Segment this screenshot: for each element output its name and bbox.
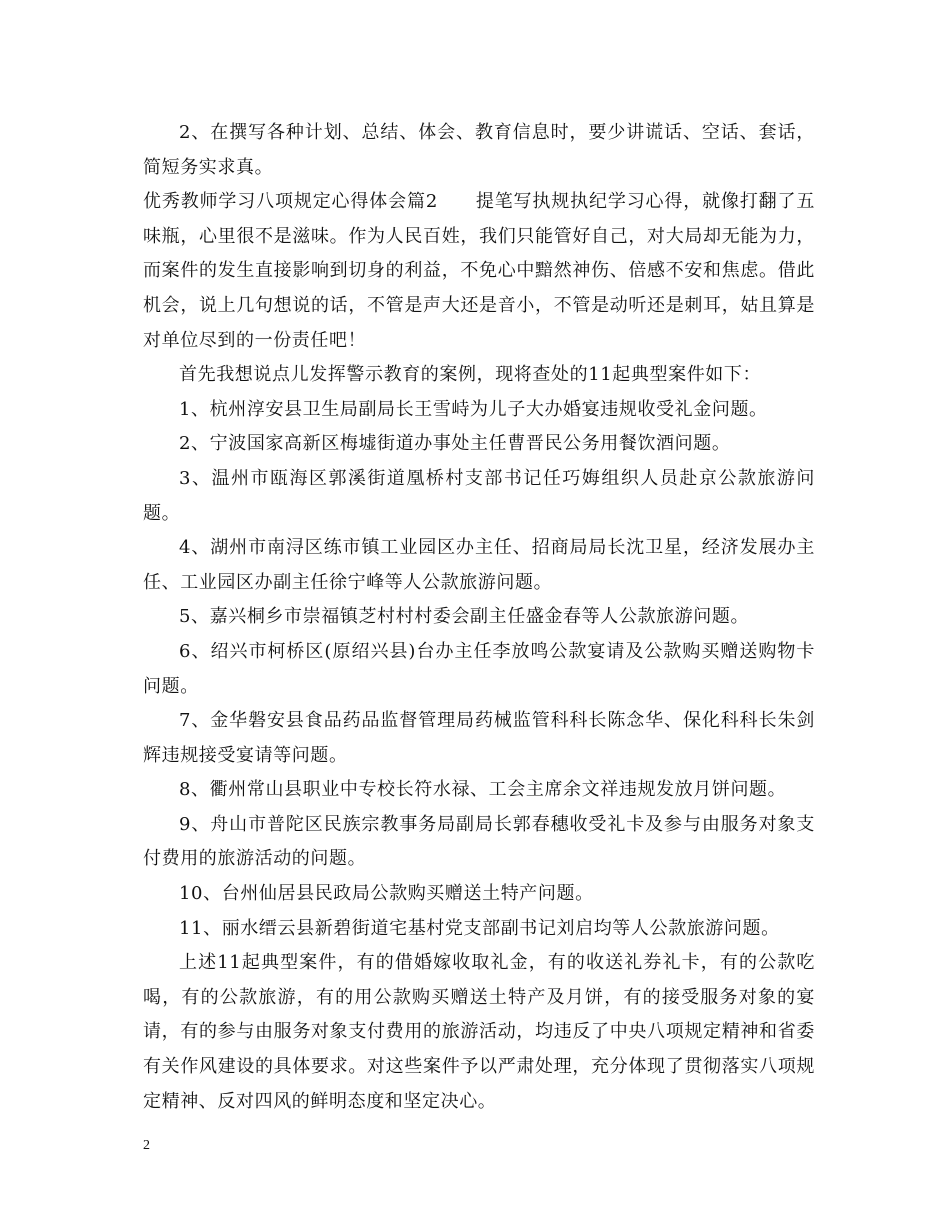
summary-paragraph: 上述11起典型案件，有的借婚嫁收取礼金，有的收送礼券礼卡，有的公款吃喝，有的公款旅游，有的用公款购买赠送土特产及月饼，有的接受服务对象的宴请，有的参与由服务对象支付费用的旅游活动，均违反了中央八项规定精神和省委有关作风建设的具体要求。对这些案件予以严肃处理，充分体现了贯彻落实八项规定精神、反对四风的鲜明态度和坚定决心。 [143, 952, 815, 1112]
page-number: 2 [143, 1138, 150, 1153]
paragraph-item-2: 2、在撰写各种计划、总结、体会、教育信息时，要少讲谎话、空话、套话，简短务实求真。 [143, 122, 815, 178]
case-item-10: 10、台州仙居县民政局公款购买赠送土特产问题。 [179, 883, 594, 905]
case-item-6: 6、绍兴市柯桥区(原绍兴县)台办主任李放鸣公款宴请及公款购买赠送购物卡问题。 [143, 640, 815, 697]
section-heading-paragraph: 优秀教师学习八项规定心得体会篇2 提笔写执规执纪学习心得，就像打翻了五味瓶，心里很不是滋味。作为人民百姓，我们只能管好自己，对大局却无能为力，而案件的发生直接影响到切身的利益，不免心中黯然神伤、倍感不安和焦虑。借此机会，说上几句想说的话，不管是声大还是音小，不管是动听还是刺耳，姑且算是对单位尽到的一份责任吧！ [143, 191, 815, 351]
case-item-7: 7、金华磐安县食品药品监督管理局药械监管科科长陈念华、保化科科长朱剑辉违规接受宴请等问题。 [143, 710, 815, 766]
case-item-9: 9、舟山市普陀区民族宗教事务局副局长郭春穗收受礼卡及参与由服务对象支付费用的旅游活动的问题。 [143, 813, 815, 870]
case-intro-paragraph: 首先我想说点儿发挥警示教育的案例，现将查处的11起典型案件如下： [179, 364, 762, 386]
case-item-11: 11、丽水缙云县新碧街道宅基村党支部副书记刘启均等人公款旅游问题。 [179, 917, 780, 939]
case-item-8: 8、衢州常山县职业中专校长符水禄、工会主席余文祥违规发放月饼问题。 [179, 779, 787, 801]
case-item-2: 2、宁波国家高新区梅墟街道办事处主任曹晋民公务用餐饮酒问题。 [179, 433, 731, 455]
document-body [143, 116, 815, 1119]
case-item-3: 3、温州市瓯海区郭溪街道凰桥村支部书记任巧娒组织人员赴京公款旅游问题。 [143, 467, 815, 524]
case-item-5: 5、嘉兴桐乡市崇福镇芝村村村委会副主任盛金春等人公款旅游问题。 [179, 606, 750, 628]
case-item-1: 1、杭州淳安县卫生局副局长王雪峙为儿子大办婚宴违规收受礼金问题。 [179, 398, 768, 420]
case-item-4: 4、湖州市南浔区练市镇工业园区办主任、招商局局长沈卫星，经济发展办主任、工业园区办副主任徐宁峰等人公款旅游问题。 [143, 537, 815, 593]
